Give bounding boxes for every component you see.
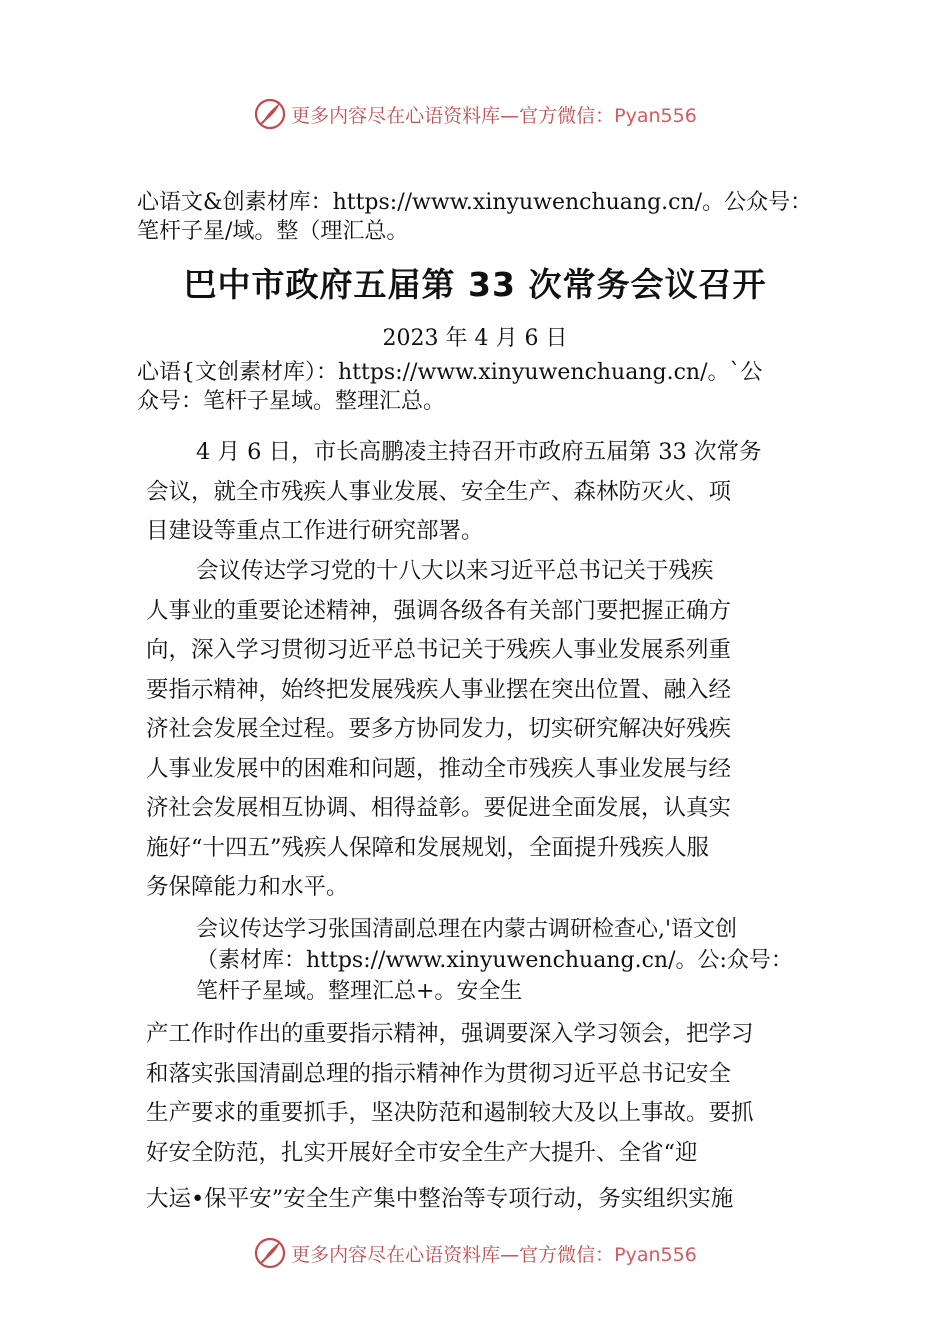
page-title: 巴中市政府五届第 33 次常务会议召开: [183, 265, 767, 304]
quill-pen-logo-icon: [253, 97, 287, 131]
watermark-text: 心语{文创素材库）：https://www.xinyuwenchuang.cn/。`公 众号：笔杆子星域。整理汇总。: [137, 360, 763, 414]
watermark-text: 会议传达学习张国清副总理在内蒙古调研检查心,'语文创 （素材库：https://www.xinyuwenchuang.cn/。公:众号： 笔杆子星域。整理汇总+。安全生: [196, 917, 793, 1004]
banner-text: 更多内容尽在心语资料库—官方微信：Pyan556: [291, 104, 697, 127]
body-paragraph: 产工作时作出的重要指示精神，强调要深入学习领会，把学习 和落实张国清副总理的指示精神作为贯彻习近平总书记安全 生产要求的重要抓手，坚决防范和遏制较大及以上事故。要抓 好安全防范，扎实开展好全市安全生产大提升、全省“迎: [146, 1021, 754, 1166]
body-paragraph: 4 月 6 日，市长高鹏凌主持召开市政府五届第 33 次常务 会议，就全市残疾人事业发展、安全生产、森林防灭火、项 目建设等重点工作进行研究部署。: [146, 439, 762, 544]
document-date: 2023 年 4 月 6 日: [382, 326, 568, 351]
header-banner: [0, 94, 950, 134]
banner-text: 更多内容尽在心语资料库—官方微信：Pyan556: [291, 1243, 697, 1266]
quill-pen-logo-icon: [253, 1236, 287, 1270]
watermark-text: 心语文&创素材库：https://www.xinyuwenchuang.cn/。公众号： 笔杆子星/域。整（理汇总。: [137, 190, 813, 244]
footer-banner: [0, 1233, 950, 1273]
body-paragraph: 会议传达学习党的十八大以来习近平总书记关于残疾 人事业的重要论述精神，强调各级各有关部门要把握正确方 向，深入学习贯彻习近平总书记关于残疾人事业发展系列重 要指示精神，始终把发展残疾人事业摆在突出位置、融入经 济社会发展全过程。要多方协同发力，切实研究解决好残疾 人事业发展中的困难和问题，推动全市残疾人事业发展与经 济社会发展相互协调、相得益彰。要促进全面发展，认真实 施好“十四五”残疾人保障和发展规划，全面提升残疾人服 务保障能力和水平。: [146, 558, 732, 900]
body-paragraph: 大运•保平安”安全生产集中整治等专项行动，务实组织实施: [146, 1186, 734, 1212]
